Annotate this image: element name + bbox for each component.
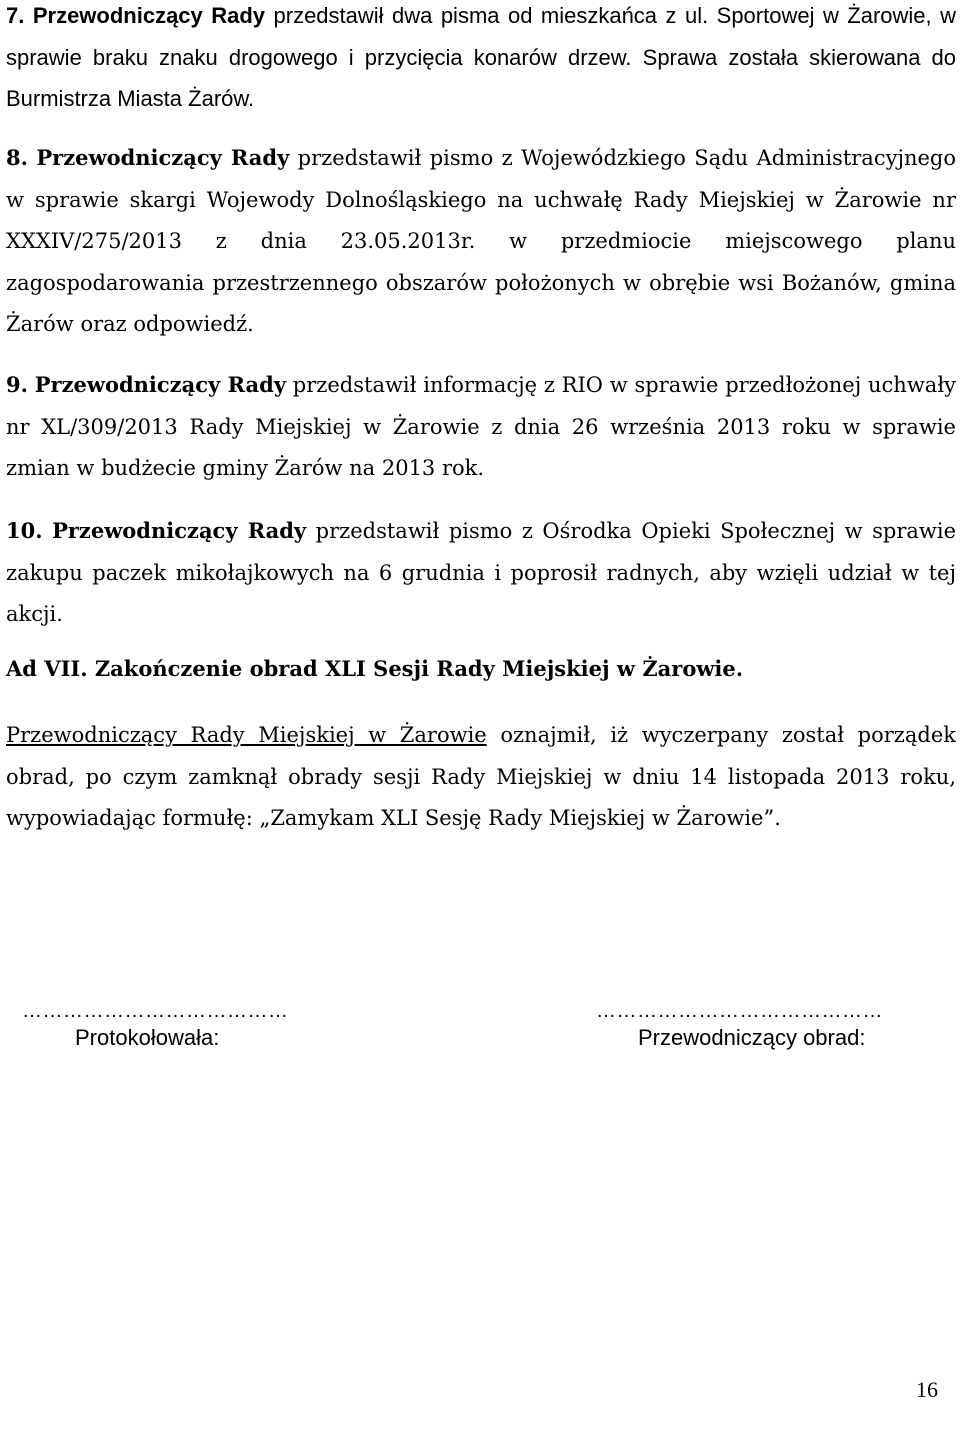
signature-right-label: Przewodniczący obrad:	[638, 1025, 866, 1050]
signature-left-dots: …………………………………	[22, 1000, 289, 1022]
page-number: 16	[916, 1377, 938, 1402]
item-8-lead: Przewodniczący Rady	[36, 145, 290, 170]
item-10-number: 10.	[6, 518, 43, 543]
closing-text: oznajmił, iż wyczerpany został porządek obrad, po czym zamknął obrady sesji Rady Miejskiej w dniu 14 listopada 2013 roku, wypowiadając formułę: „Zamykam XLI Sesję Rady Miejskiej w Żarowie”.	[6, 723, 956, 830]
closing-underlined-subject: Przewodniczący Rady Miejskiej w Żarowie	[6, 723, 487, 747]
item-7-number: 7.	[6, 3, 25, 28]
item-7-lead: Przewodniczący Rady	[32, 3, 266, 28]
item-10-text: przedstawił pismo z Ośrodka Opieki Społecznej w sprawie zakupu paczek mikołajkowych na 6 grudnia i poprosił radnych, aby wzięli udział w tej akcji.	[6, 519, 957, 626]
item-10-lead: Przewodniczący Rady	[52, 518, 307, 543]
item-9-lead: Przewodniczący Rady	[34, 372, 287, 397]
item-9-paragraph	[6, 364, 956, 490]
signature-right-dots: ……………………………………	[596, 1000, 883, 1022]
closing-paragraph	[6, 715, 956, 840]
item-8-paragraph	[6, 137, 956, 346]
item-7-paragraph	[6, 0, 956, 120]
item-8-text: przedstawił pismo z Wojewódzkiego Sądu Administracyjnego w sprawie skargi Wojewody Dolnośląskiego na uchwałę Rady Miejskiej w Żarowie nr XXXIV/275/2013 z dnia 23.05.2013r. w przedmiocie miejscowego planu zagospodarowania przestrzennego obszarów położonych w obrębie wsi Bożanów, gmina Żarów oraz odpowiedź.	[6, 146, 957, 336]
item-7-text: przedstawił dwa pisma od mieszkańca z ul. Sportowej w Żarowie, w sprawie braku znaku drogowego i przycięcia konarów drzew. Sprawa została skierowana do Burmistrza Miasta Żarów.	[6, 3, 956, 111]
signature-left-label: Protokołowała:	[75, 1025, 220, 1050]
closing-heading: Ad VII. Zakończenie obrad XLI Sesji Rady Miejskiej w Żarowie.	[6, 656, 744, 681]
item-10-paragraph	[6, 510, 956, 636]
item-9-number: 9.	[6, 372, 28, 397]
item-9-text: przedstawił informację z RIO w sprawie przedłożonej uchwały nr XL/309/2013 Rady Miejskiej w Żarowie z dnia 26 września 2013 roku w sprawie zmian w budżecie gminy Żarów na 2013 rok.	[6, 373, 956, 480]
item-8-number: 8.	[6, 145, 28, 170]
